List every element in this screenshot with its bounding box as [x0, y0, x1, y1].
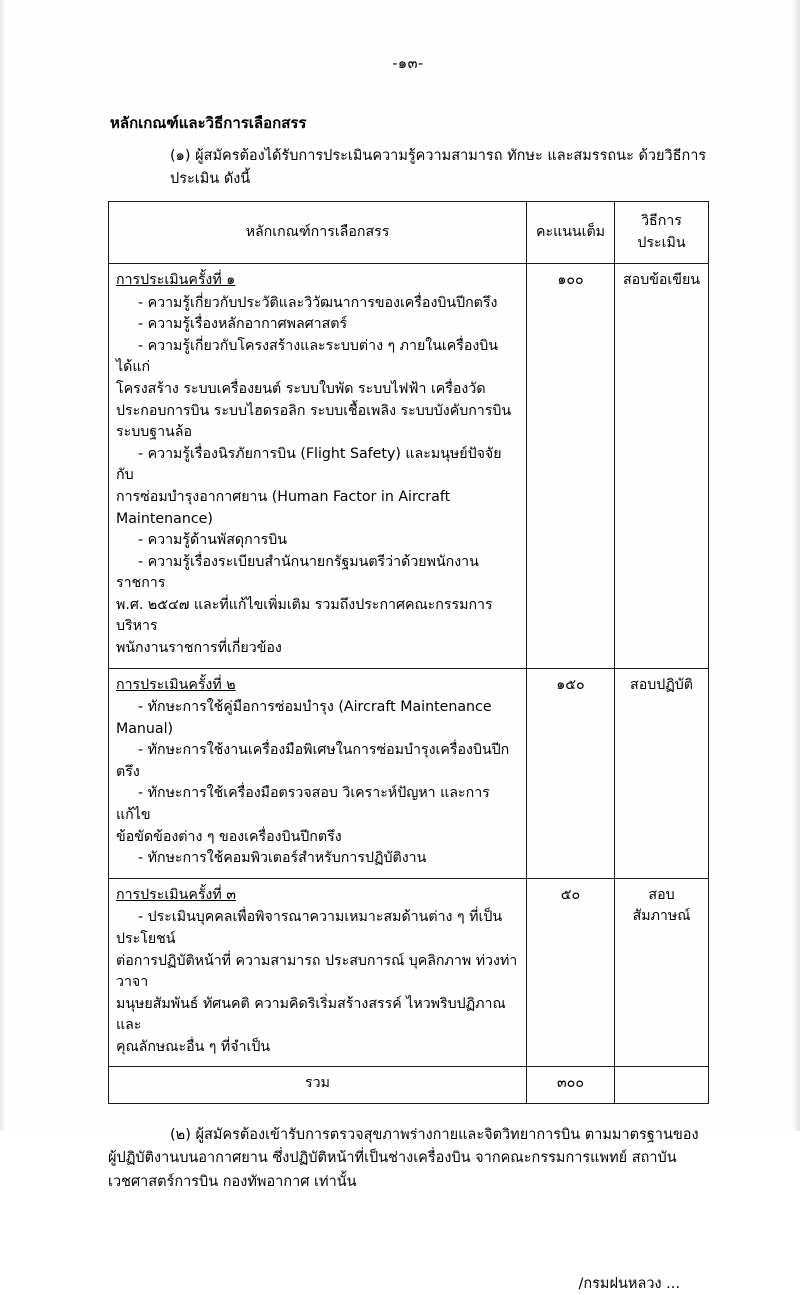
criteria-item: โครงสร้าง ระบบเครื่องยนต์ ระบบใบพัด ระบบไฟฟ้า เครื่องวัด — [116, 381, 486, 398]
page-footnote: /กรมฝนหลวง ... — [578, 1276, 680, 1293]
intro-line: (๑) ผู้สมัครต้องได้รับการประเมินความรู้ความสามารถ ทักษะ และสมรรถนะ ด้วยวิธีการประเมิน ดังนี้ — [170, 148, 707, 187]
criteria-item: - ความรู้เรื่องระเบียบสำนักนายกรัฐมนตรีว่าด้วยพนักงานราชการ — [116, 553, 479, 592]
paragraph-2-line-1: (๒) ผู้สมัครต้องเข้ารับการตรวจสุขภาพร่างกายและจิตวิทยาการบิน ตามมาตรฐานของ — [170, 1126, 699, 1143]
criteria-title: การประเมินครั้งที่ ๒ — [116, 676, 236, 693]
criteria-title: การประเมินครั้งที่ ๑ — [116, 272, 236, 289]
criteria-item: - ทักษะการใช้งานเครื่องมือพิเศษในการซ่อมบำรุงเครื่องบินปีกตรึง — [116, 742, 510, 780]
criteria-item: - ทักษะการใช้เครื่องมือตรวจสอบ วิเคราะห์ปัญหา และการแก้ไข — [116, 785, 490, 824]
section-heading: หลักเกณฑ์และวิธีการเลือกสรร — [110, 114, 307, 132]
criteria-cell — [109, 668, 527, 878]
criteria-item: ระบบฐานล้อ — [116, 424, 192, 441]
table-row — [109, 668, 709, 878]
paragraph-2 — [108, 1124, 708, 1194]
criteria-item: ข้อขัดข้องต่าง ๆ ของเครื่องบินปีกตรึง — [116, 828, 342, 845]
column-header-criteria: หลักเกณฑ์การเลือกสรร — [109, 202, 527, 264]
criteria-item: พ.ศ. ๒๕๔๗ และที่แก้ไขเพิ่มเติม รวมถึงประกาศคณะกรรมการบริหาร — [116, 596, 493, 635]
table-body — [109, 264, 709, 1104]
criteria-item: - ประเมินบุคคลเพื่อพิจารณาความเหมาะสมด้านต่าง ๆ ที่เป็นประโยชน์ — [116, 909, 503, 947]
table-header-row — [109, 202, 709, 264]
table-row — [109, 878, 709, 1067]
column-header-score: คะแนนเต็ม — [527, 202, 615, 264]
criteria-cell — [109, 264, 527, 668]
paragraph-2-line-2: ผู้ปฏิบัติงานบนอากาศยาน ซึ่งปฏิบัติหน้าที่เป็นช่างเครื่องบิน จากคณะกรรมการแพทย์ สถาบันเวชศาสตร์การบิน — [108, 1150, 677, 1190]
total-label: รวม — [109, 1067, 527, 1104]
score-cell: ๕๐ — [527, 878, 615, 1067]
criteria-title: การประเมินครั้งที่ ๓ — [116, 886, 236, 903]
criteria-item: คุณลักษณะอื่น ๆ ที่จำเป็น — [116, 1038, 271, 1055]
criteria-item: มนุษยสัมพันธ์ ทัศนคติ ความคิดริเริ่มสร้างสรรค์ ไหวพริบปฏิภาณ และ — [116, 995, 506, 1034]
criteria-item: - ความรู้เกี่ยวกับประวัติและวิวัฒนาการของเครื่องบินปีกตรึง — [138, 294, 498, 311]
score-cell: ๑๕๐ — [527, 668, 615, 878]
criteria-item: - ความรู้เรื่องหลักอากาศพลศาสตร์ — [138, 316, 348, 333]
method-cell: สอบปฏิบัติ — [615, 668, 709, 878]
criteria-item: - ทักษะการใช้คู่มือการซ่อมบำรุง (Aircraft Maintenance Manual) — [116, 699, 492, 737]
criteria-cell — [109, 878, 527, 1067]
page-number: -๑๓- — [392, 56, 424, 72]
criteria-item: ประกอบการบิน ระบบไฮดรอลิก ระบบเชื้อเพลิง ระบบบังคับการบิน — [116, 402, 512, 419]
page-content — [108, 0, 708, 1295]
scan-edge-left — [0, 0, 6, 1131]
total-method-cell — [615, 1067, 709, 1104]
table-row — [109, 264, 709, 668]
scan-edge-right — [792, 0, 800, 1131]
method-cell: สอบสัมภาษณ์ — [615, 878, 709, 1067]
criteria-item: พนักงานราชการที่เกี่ยวข้อง — [116, 639, 282, 656]
column-header-method: วิธีการประเมิน — [615, 202, 709, 264]
table-total-row — [109, 1067, 709, 1104]
method-cell: สอบข้อเขียน — [615, 264, 709, 668]
criteria-table — [108, 201, 709, 1104]
paragraph-2-line-3: กองทัพอากาศ เท่านั้น — [222, 1173, 357, 1190]
score-cell: ๑๐๐ — [527, 264, 615, 668]
criteria-item: - ความรู้เกี่ยวกับโครงสร้างและระบบต่าง ๆ ภายในเครื่องบิน ได้แก่ — [116, 337, 499, 376]
criteria-item: ต่อการปฏิบัติหน้าที่ ความสามารถ ประสบการณ์ บุคลิกภาพ ท่วงท่า วาจา — [116, 952, 518, 991]
total-score: ๓๐๐ — [527, 1067, 615, 1104]
criteria-item: การซ่อมบำรุงอากาศยาน (Human Factor in Aircraft Maintenance) — [116, 488, 451, 527]
criteria-item: - ความรู้ด้านพัสดุการบิน — [138, 532, 288, 549]
criteria-item: - ความรู้เรื่องนิรภัยการบิน (Flight Safety) และมนุษย์ปัจจัยกับ — [116, 445, 502, 484]
criteria-item: - ทักษะการใช้คอมพิวเตอร์สำหรับการปฏิบัติงาน — [138, 850, 427, 867]
